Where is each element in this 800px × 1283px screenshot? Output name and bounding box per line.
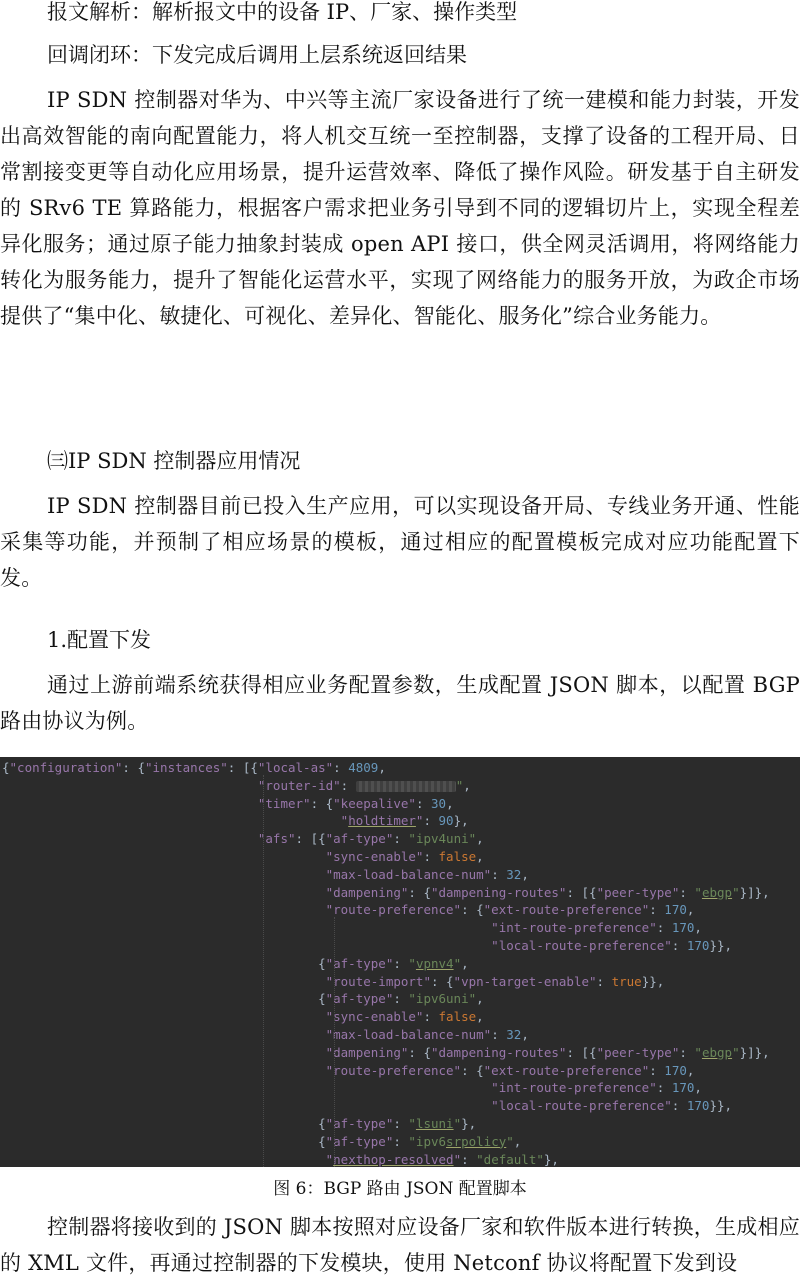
redacted-router-id [356, 781, 456, 792]
paragraph-callback-loop: 回调闭环：下发完成后调用上层系统返回结果 [47, 43, 467, 67]
section-heading-application: ㈢IP SDN 控制器应用情况 [47, 449, 301, 473]
paragraph-json-script: 通过上游前端系统获得相应业务配置参数，生成配置 JSON 脚本，以配置 BGP 路由协议为例。 [0, 673, 800, 733]
indent-guide [334, 917, 335, 1167]
code-block: {"configuration": {"instances": [{"local-as": 4809, "router-id": ", "timer": {"keepalive": 30, "holdtimer": 90}, "afs": [{"af-type": "ipv4uni", "sync-enable": false, "max-load-balance-num": 32, "dampening": {"dampening-routes": [{"peer-type": "ebgp"}]}, "route-preference": {"ext-route-preference": 170, "int-route-preference": 170, "local-route-preference": 170}}, {"af-type": "vpnv4", "route-import": {"vpn-target-enable": true}}, {"af-type": "ipv6uni", "sync-enable": false, "max-load-balance-num": 32, "dampening": {"dampening-routes": [{"peer-type": "ebgp"}]}, "route-preference": {"ext-route-preference": 170, "int-route-preference": 170, "local-route-preference": 170}}, {"af-type": "lsuni"}, {"af-type": "ipv6srpolicy", "nexthop-resolved": "default"}, [2, 760, 770, 1167]
paragraph-production-use: IP SDN 控制器目前已投入生产应用，可以实现设备开局、专线业务开通、性能采集等功能，并预制了相应场景的模板，通过相应的配置模板完成对应功能配置下发。 [0, 494, 800, 590]
figure-caption: 图 6：BGP 路由 JSON 配置脚本 [273, 1179, 527, 1199]
json-code-screenshot [0, 757, 800, 1167]
paragraph-controller-capability: IP SDN 控制器对华为、中兴等主流厂家设备进行了统一建模和能力封装，开发出高效智能的南向配置能力，将人机交互统一至控制器，支撑了设备的工程开局、日常割接变更等自动化应用场景，提升运营效率、降低了操作风险。研发基于自主研发的 SRv6 TE 算路能力，根据客户需求把业务引导到不同的逻辑切片上，实现全程差异化服务；通过原子能力抽象封装成 open API 接口，供全网灵活调用，将网络能力转化为服务能力，提升了智能化运营水平，实现了网络能力的服务开放，为政企市场提供了“集中化、敏捷化、可视化、差异化、智能化、服务化”综合业务能力。 [0, 88, 800, 328]
indent-guide [263, 775, 264, 1167]
subheading-config-deploy: 1.配置下发 [47, 628, 152, 652]
paragraph-message-parsing: 报文解析：解析报文中的设备 IP、厂家、操作类型 [47, 0, 518, 24]
paragraph-xml-conversion: 控制器将接收到的 JSON 脚本按照对应设备厂家和软件版本进行转换，生成相应的 XML 文件，再通过控制器的下发模块，使用 Netconf 协议将配置下发到设 [0, 1215, 800, 1275]
